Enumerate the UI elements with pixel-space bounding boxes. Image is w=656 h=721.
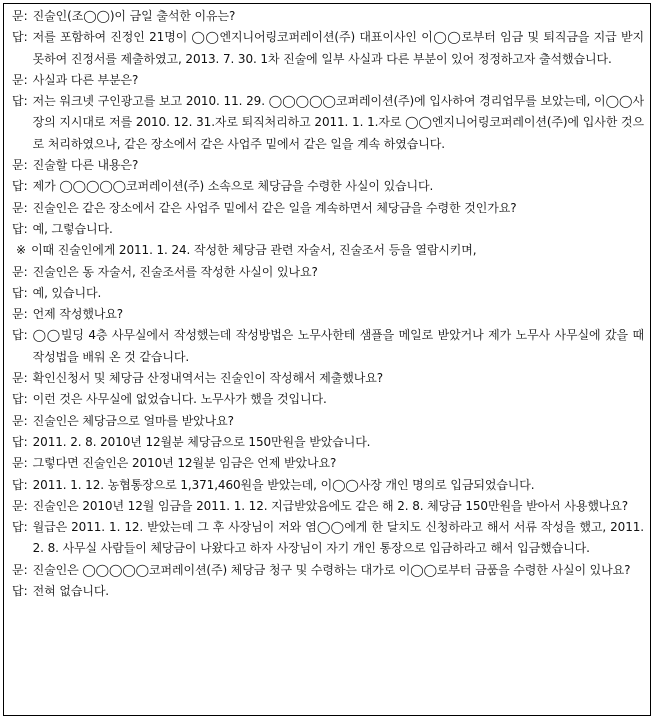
entry-text: 진술할 다른 내용은? xyxy=(32,158,139,173)
entry-text: 예, 있습니다. xyxy=(32,285,102,300)
entry-text: 저는 워크넷 구인광고를 보고 2010. 11. 29. ◯◯◯◯◯코퍼레이션(주)에 입사하여 경리업무를 보았는데, 이◯◯사장의 지시대로 저를 2010. 12. 31.자로 퇴직처리하고 2011. 1. 1.자로 ◯◯엔지니어링코퍼레이션(주)에 입사한 것으로 처리하였으나, 같은 장소에서 같은 사업주 밑에서 같은 일을 계속 하였습니다. xyxy=(32,94,644,151)
entry-marker: 문: xyxy=(12,413,28,428)
answer-entry xyxy=(12,517,644,560)
entry-text: 확인신청서 및 체당금 산정내역서는 진술인이 작성해서 제출했나요? xyxy=(32,371,383,386)
question-entry xyxy=(12,304,644,325)
entry-marker: 답: xyxy=(12,520,28,535)
answer-entry xyxy=(12,219,644,240)
entry-marker: 답: xyxy=(12,477,28,492)
question-entry xyxy=(12,411,644,432)
entry-marker: 답: xyxy=(12,30,28,45)
question-entry xyxy=(12,70,644,91)
entry-text: 진술인은 ◯◯◯◯◯코퍼레이션(주) 체당금 청구 및 수령하는 대가로 이◯◯로부터 금품을 수령한 사실이 있나요? xyxy=(32,562,631,577)
entry-marker: 답: xyxy=(12,94,28,109)
entry-text: 예, 그렇습니다. xyxy=(32,221,113,236)
entry-marker: 문: xyxy=(12,498,28,513)
question-entry xyxy=(12,560,644,581)
entry-text: 저를 포함하여 진정인 21명이 ◯◯엔지니어링코퍼레이션(주) 대표이사인 이◯◯로부터 임금 및 퇴직금을 지급 받지 못하여 진정서를 제출하였고, 2013. 7. 30. 1차 진술에 일부 사실과 다른 부분이 있어 정정하고자 출석했습니다. xyxy=(32,30,644,66)
question-entry xyxy=(12,368,644,389)
entry-marker: 답: xyxy=(12,392,28,407)
answer-entry xyxy=(12,283,644,304)
question-entry xyxy=(12,6,644,27)
entry-text: 진술인(조◯◯)이 금일 출석한 이유는? xyxy=(32,9,236,23)
entry-marker: 답: xyxy=(12,584,28,599)
question-entry xyxy=(12,453,644,474)
answer-entry xyxy=(12,389,644,410)
answer-entry xyxy=(12,91,644,155)
entry-marker: 문: xyxy=(12,456,28,471)
entry-text: 그렇다면 진술인은 2010년 12월분 임금은 언제 받았나요? xyxy=(32,456,337,471)
answer-entry xyxy=(12,475,644,496)
entry-text: 2011. 1. 12. 농협통장으로 1,371,460원을 받았는데, 이◯◯사장 개인 명의로 입금되었습니다. xyxy=(32,477,535,492)
entry-text: 2011. 2. 8. 2010년 12월분 체당금으로 150만원을 받았습니다. xyxy=(32,434,371,449)
answer-entry xyxy=(12,581,644,602)
entry-text: 이때 진술인에게 2011. 1. 24. 작성한 체당금 관련 자술서, 진술조서 등을 열람시키며, xyxy=(31,243,477,258)
entry-marker: 문: xyxy=(12,307,28,322)
entry-text: 진술인은 체당금으로 얼마를 받았나요? xyxy=(32,413,234,428)
entry-marker: 문: xyxy=(12,371,28,386)
entry-text: 이런 것은 사무실에 없었습니다. 노무사가 했을 것입니다. xyxy=(32,392,327,407)
answer-entry xyxy=(12,176,644,197)
entry-marker: 답: xyxy=(12,434,28,449)
entry-marker: 문: xyxy=(12,158,28,173)
entry-marker: 문: xyxy=(12,200,28,215)
transcript-box xyxy=(3,3,651,716)
entry-marker: 답: xyxy=(12,221,28,236)
entry-marker: 답: xyxy=(12,285,28,300)
entry-marker: 문: xyxy=(12,264,28,279)
entry-marker: 답: xyxy=(12,328,28,343)
question-entry xyxy=(12,155,644,176)
entry-text: 사실과 다른 부분은? xyxy=(32,72,139,87)
entry-text: 진술인은 같은 장소에서 같은 사업주 밑에서 같은 일을 계속하면서 체당금을 수령한 것인가요? xyxy=(32,200,517,215)
question-entry xyxy=(12,198,644,219)
entry-text: 언제 작성했나요? xyxy=(32,307,124,322)
entry-marker: 문: xyxy=(12,72,28,87)
entry-text: 진술인은 동 자술서, 진술조서를 작성한 사실이 있나요? xyxy=(32,264,318,279)
question-entry xyxy=(12,496,644,517)
question-entry xyxy=(12,262,644,283)
entry-marker: ※ xyxy=(16,243,27,258)
entry-text: 제가 ◯◯◯◯◯코퍼레이션(주) 소속으로 체당금을 수령한 사실이 있습니다. xyxy=(32,179,434,194)
entry-text: ◯◯빌딩 4층 사무실에서 작성했는데 작성방법은 노무사한테 샘플을 메일로 받았거나 제가 노무사 사무실에 갔을 때 작성법을 배워 온 것 같습니다. xyxy=(32,328,644,364)
entry-marker: 문: xyxy=(12,9,28,23)
entry-text: 진술인은 2010년 12월 임금을 2011. 1. 12. 지급받았음에도 같은 해 2. 8. 체당금 150만원을 받아서 사용했나요? xyxy=(32,498,629,513)
answer-entry xyxy=(12,432,644,453)
answer-entry xyxy=(12,27,644,70)
transcript-note xyxy=(12,240,644,261)
entry-marker: 문: xyxy=(12,562,28,577)
entry-marker: 답: xyxy=(12,179,28,194)
entry-text: 전혀 없습니다. xyxy=(32,584,110,599)
answer-entry xyxy=(12,325,644,368)
entry-text: 월급은 2011. 1. 12. 받았는데 그 후 사장님이 저와 염◯◯에게 한 달치도 신청하라고 해서 서류 작성을 했고, 2011. 2. 8. 사무실 사람들이 체당금이 나왔다고 하자 사장님이 자기 개인 통장으로 입금하라고 해서 입금했습니다. xyxy=(32,520,644,556)
